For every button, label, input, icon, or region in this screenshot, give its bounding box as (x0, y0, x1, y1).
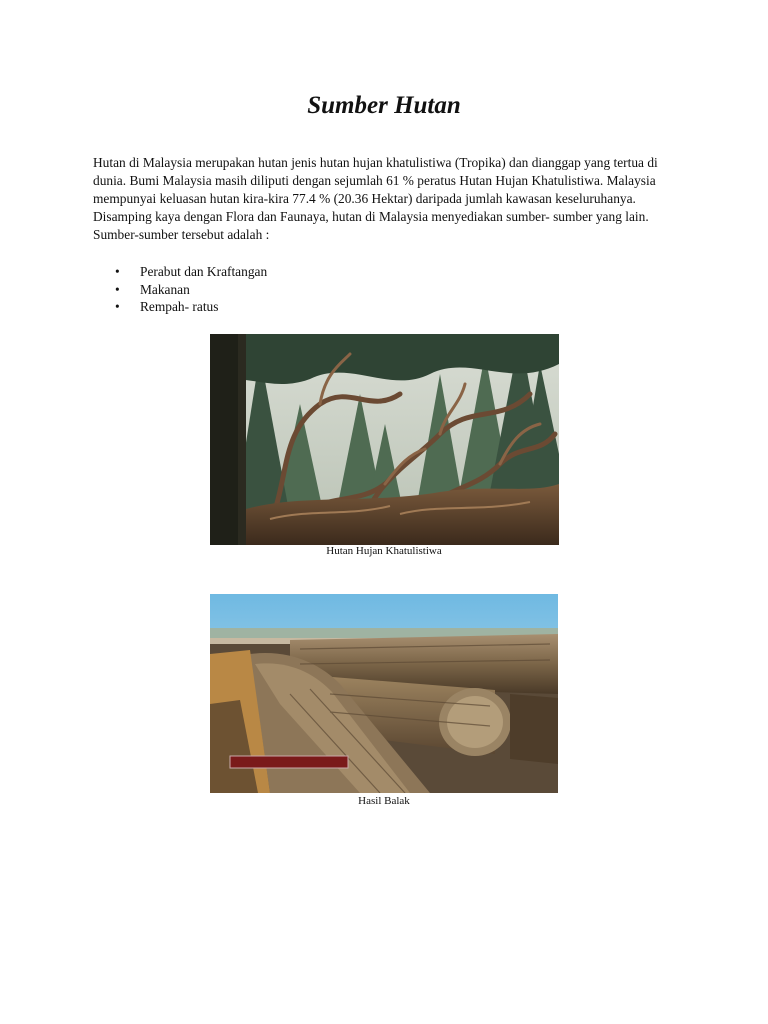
timber-logs-photo (210, 594, 558, 793)
list-item (93, 298, 267, 316)
forest-photo (210, 334, 559, 545)
list-item-label: Perabut dan Kraftangan (140, 264, 268, 279)
bullet-icon: • (115, 281, 120, 297)
resource-list (93, 263, 267, 316)
bullet-icon: • (115, 264, 120, 279)
list-item (93, 263, 267, 281)
body-paragraph: Hutan di Malaysia merupakan hutan jenis hutan hujan khatulistiwa (Tropika) dan dianggap yang tertua di dunia. Bumi Malaysia masih diliputi dengan sejumlah 61 % peratus Hutan Hujan Khatulistiwa. Malaysia mempunyai keluasan hutan kira-kira 77.4 % (20.36 Hektar) daripada jumlah kawasan keseluruhanya. Disamping kaya dengan Flora dan Faunaya, hutan di Malaysia menyediakan sumber- sumber yang lain. Sumber-sumber tersebut adalah : (93, 155, 658, 242)
list-item-label: Makanan (140, 281, 190, 297)
list-item (93, 281, 267, 299)
figure-caption: Hutan Hujan Khatulistiwa (326, 545, 442, 557)
list-item-label: Rempah- ratus (140, 299, 219, 314)
bullet-icon: • (115, 299, 120, 314)
page-title: Sumber Hutan (307, 92, 461, 119)
figure-caption: Hasil Balak (358, 795, 410, 807)
